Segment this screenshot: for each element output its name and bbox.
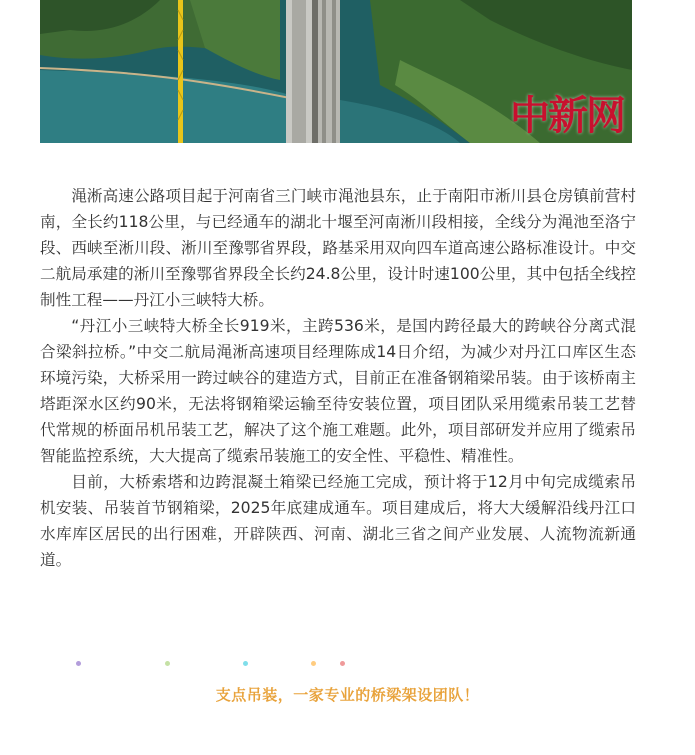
article-paragraph: 目前，大桥索塔和边跨混凝土箱梁已经施工完成，预计将于12月中旬完成缆索吊机安装、吊装首节钢箱梁，2025年底建成通车。项目建成后，将大大缓解沿线丹江口水库库区居民的出行困难，开辟陕西、河南、湖北三省之间产业发展、人流物流新通道。	[40, 473, 636, 569]
article-paragraph: “丹江小三峡特大桥全长919米，主跨536米，是国内跨径最大的跨峡谷分离式混合梁斜拉桥。”中交二航局渑淅高速项目经理陈成14日介绍，为减少对丹江口库区生态环境污染，大桥采用一跨过峡谷的建造方式，目前正在准备钢箱梁吊装。由于该桥南主塔距深水区约90米，无法将钢箱梁运输至待安装位置，项目团队采用缆索吊装工艺替代常规的桥面吊机吊装工艺，解决了这个施工难题。此外，项目部研发并应用了缆索吊智能监控系统，大大提高了缆索吊装施工的安全性、平稳性、精准性。	[40, 317, 636, 465]
dot-icon	[165, 661, 170, 666]
dot-icon	[311, 661, 316, 666]
article-paragraph: 渑淅高速公路项目起于河南省三门峡市渑池县东，止于南阳市淅川县仓房镇前营村南，全长约118公里，与已经通车的湖北十堰至河南淅川段相接，全线分为渑池至洛宁段、西峡至淅川段、淅川至豫鄂省界段，路基采用双向四车道高速公路标准设计。中交二航局承建的淅川至豫鄂省界段全长约24.8公里，设计时速100公里，其中包括全线控制性工程——丹江小三峡特大桥。	[40, 187, 636, 309]
dot-icon	[76, 661, 81, 666]
news-watermark: 中新网	[510, 92, 624, 139]
article-body	[40, 183, 636, 573]
decorative-dots	[0, 661, 695, 669]
bridge-construction-photo	[40, 0, 632, 143]
footer-slogan: 支点吊装，一家专业的桥梁架设团队！	[215, 686, 480, 704]
dot-icon	[243, 661, 248, 666]
dot-icon	[340, 661, 345, 666]
